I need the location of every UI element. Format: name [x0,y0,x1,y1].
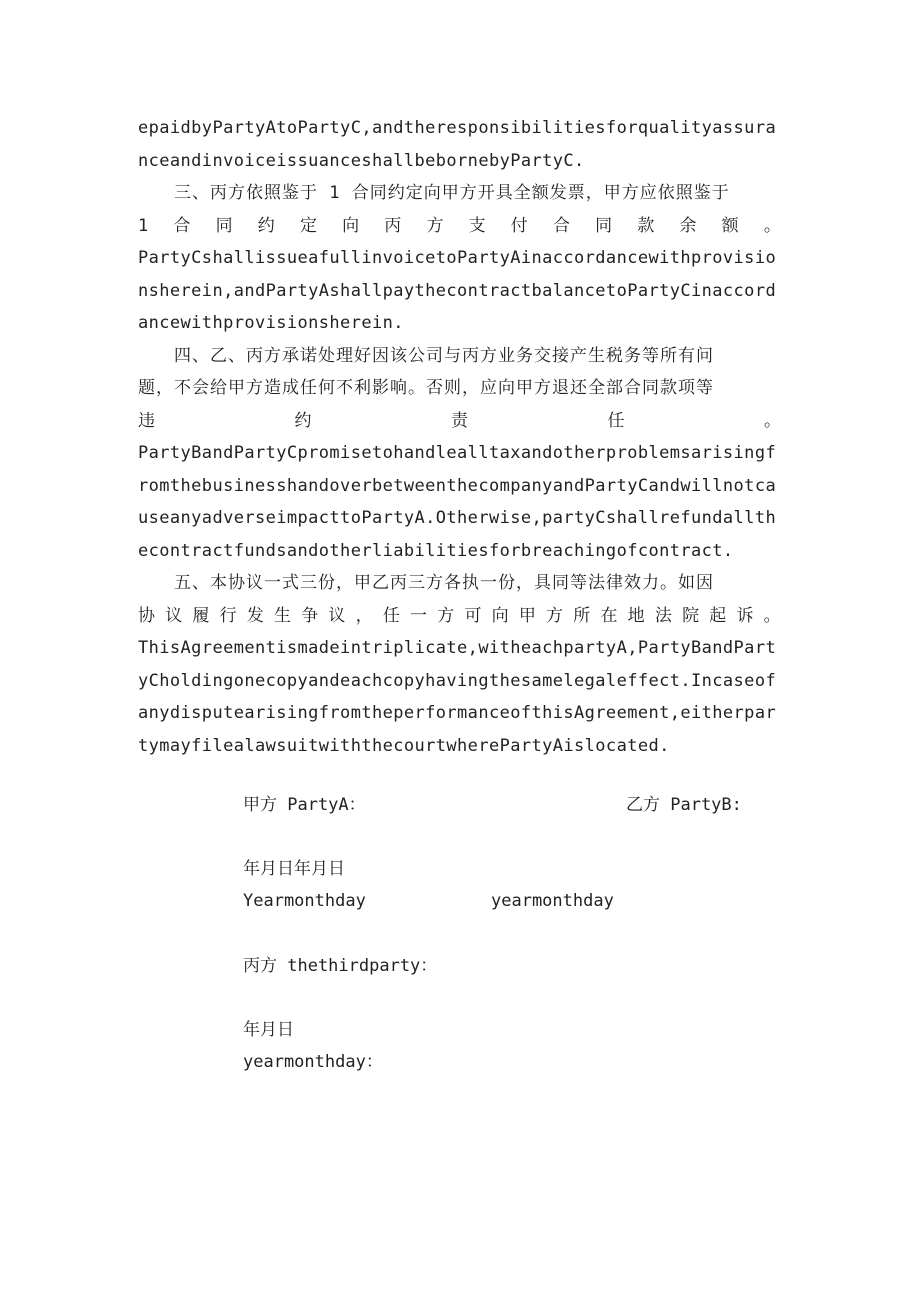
spread-char: ， [355,605,374,626]
spread-char: 1 [138,215,150,236]
spread-char: 协 [138,605,156,626]
party-c-label: 丙方 thethirdparty： [243,956,438,976]
spread-char: 起 [709,605,728,626]
spread-char: 所 [573,605,592,626]
agreement-body [138,112,782,762]
date-english-party-b: yearmonthday [491,891,614,911]
spread-char: 在 [600,605,619,626]
spread-char: 方 [426,215,445,236]
date-english-party-a: Yearmonthday [243,891,366,911]
spread-char: 甲 [518,605,537,626]
spread-char: 生 [274,605,293,626]
spread-char: 方 [437,605,456,626]
spread-char: 余 [679,215,698,236]
spread-char: 向 [491,605,510,626]
spread-char: 诉 [736,605,755,626]
spread-char: 。 [763,605,782,626]
spread-char: 可 [464,605,483,626]
spread-char: 付 [510,215,529,236]
spread-char: 。 [764,410,782,431]
spread-char: 地 [627,605,646,626]
spread-char: 院 [682,605,701,626]
spread-char: 争 [301,605,320,626]
spread-char: 议 [328,605,347,626]
clause-5-chinese-line-1: 五、本协议一式三份，甲乙丙三方各执一份，具同等法律效力。如因 [174,573,714,593]
spread-char: 履 [192,605,211,626]
spread-char: 违 [138,410,156,431]
party-a-label: 甲方 PartyA： [243,795,366,815]
spread-char: 。 [763,215,782,236]
spread-char: 发 [246,605,265,626]
clause-4-english: PartyBandPartyCpromisetohandlealltaxandotherproblemsarisingfromthebusinesshandoverbetweenthecompanyandPartyCandwillnotcauseanyadverseimpacttoPartyA.Otherwise,partyCshallrefundallthecontractfundsandotherliabilitiesforbreachingofcontract. [138,443,777,561]
spread-char: 支 [468,215,487,236]
spread-char: 约 [257,215,276,236]
spread-char: 任 [607,410,626,431]
date-chinese-c: 年月日 [243,1020,294,1040]
date-chinese-ab: 年月日年月日 [243,859,345,879]
date-english-party-c: yearmonthday： [243,1052,383,1072]
spread-char: 任 [382,605,401,626]
spread-char: 合 [173,215,192,236]
clause-4-chinese-line-3 [138,405,782,438]
spread-char: 额 [721,215,740,236]
clause-3 [138,177,782,340]
spread-char: 合 [552,215,571,236]
clause-5 [138,567,782,762]
clause-5-chinese-line-2 [138,600,782,633]
spread-char: 方 [546,605,565,626]
spread-char: 丙 [384,215,403,236]
clause-3-chinese-line-1: 三、丙方依照鉴于 1 合同约定向甲方开具全额发票，甲方应依照鉴于 [174,183,730,203]
spread-char: 同 [595,215,614,236]
spread-char: 责 [451,410,469,431]
clause-3-chinese-line-2 [138,210,782,243]
spread-char: 同 [215,215,234,236]
clause-4-chinese-line-2: 题，不会给甲方造成任何不利影响。否则，应向甲方退还全部合同款项等 [138,378,714,398]
spread-char: 议 [165,605,184,626]
spread-char: 一 [410,605,429,626]
spread-char: 款 [637,215,656,236]
party-b-label: 乙方 PartyB: [626,795,742,815]
clause-4-chinese-line-1: 四、乙、丙方承诺处理好因该公司与丙方业务交接产生税务等所有问 [174,345,714,366]
clause-3-english: PartyCshallissueafullinvoicetoPartyAinaccordancewithprovisionsherein,andPartyAshallpaythecontractbalancetoPartyCinaccordancewithprovisionsherein. [138,248,777,333]
spread-char: 法 [654,605,673,626]
spread-char: 定 [299,215,318,236]
spread-char: 行 [219,605,238,626]
spread-char: 向 [342,215,361,236]
clause-2-english-continuation: epaidbyPartyAtoPartyC,andtheresponsibilitiesforqualityassuranceandinvoiceissuanceshallbebornebyPartyC. [138,118,777,171]
clause-4 [138,340,782,568]
spread-char: 约 [294,410,313,431]
clause-5-english: ThisAgreementismadeintriplicate,witheachpartyA,PartyBandPartyCholdingonecopyandeachcopyhavingthesamelegaleffect.IncaseofanydisputearisingfromtheperformanceofthisAgreement,eitherpartymayfilealawsuitwiththecourtwherePartyAislocated. [138,638,777,756]
